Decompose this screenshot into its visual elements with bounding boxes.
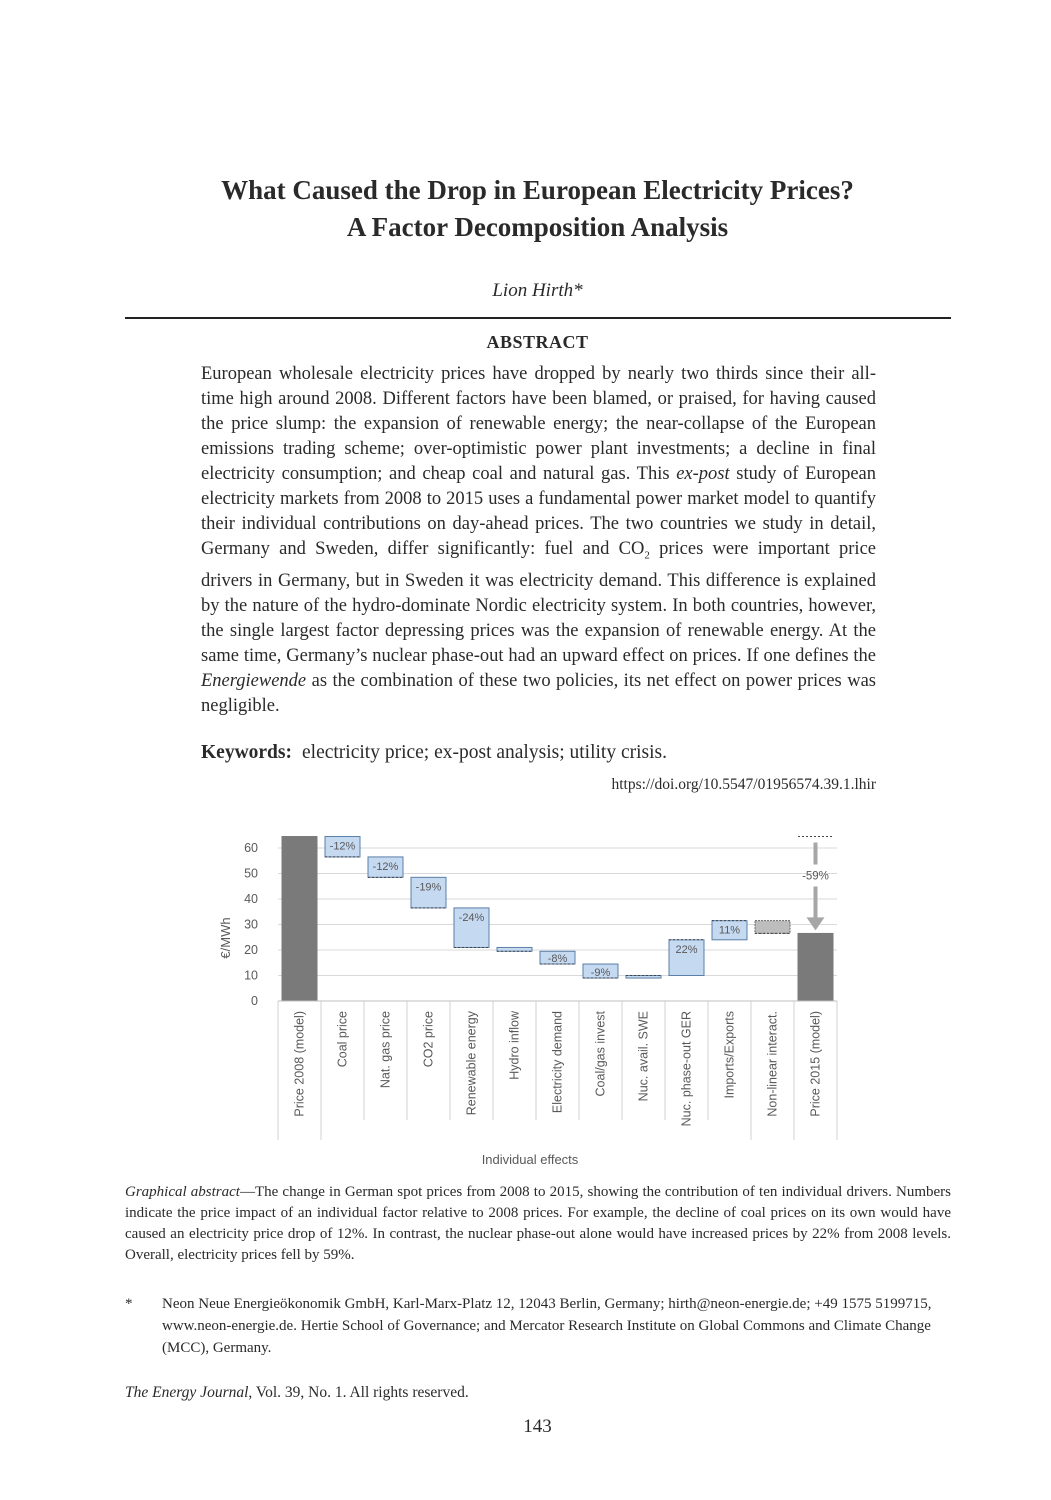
y-axis-label: €/MWh bbox=[218, 917, 233, 959]
footnote-mark: * bbox=[125, 1296, 133, 1312]
caption-text: —The change in German spot prices from 2008 to 2015, showing the contribution of ten individual drivers. Numbers indicate the price impact of an individual factor relative to 2008 prices. For example, the decline of coal prices on its own would have caused an electricity price drop of 12%. In contrast, the nuclear phase-out alone would have increased prices by 22% from 2008 levels. Overall, electricity prices fell by 59%. bbox=[125, 1184, 951, 1263]
data-label: -9% bbox=[590, 967, 611, 980]
bar-13 bbox=[798, 933, 833, 1001]
category-label: Price 2008 (model) bbox=[292, 1011, 307, 1117]
data-label: -8% bbox=[547, 953, 568, 966]
title-line-1: What Caused the Drop in European Electricity Prices? bbox=[221, 175, 854, 205]
category-label: Electricity demand bbox=[550, 1011, 565, 1114]
chart-gridlines bbox=[278, 848, 837, 1001]
title-divider bbox=[125, 317, 951, 319]
caption-lead: Graphical abstract bbox=[125, 1184, 240, 1200]
journal-name: The Energy Journal bbox=[125, 1384, 249, 1401]
y-tick-label: 10 bbox=[244, 968, 258, 983]
category-label: Imports/Exports bbox=[722, 1011, 737, 1099]
x-axis-label: Individual effects bbox=[481, 1152, 579, 1167]
figure-caption bbox=[125, 1182, 951, 1266]
waterfall-chart bbox=[200, 820, 850, 1170]
category-label: Nat. gas price bbox=[378, 1011, 393, 1089]
author-footnote bbox=[125, 1293, 951, 1359]
abstract-ex-post: ex-post bbox=[676, 464, 730, 484]
keywords bbox=[201, 742, 667, 764]
data-label: 11% bbox=[718, 924, 741, 937]
footnote-text: Neon Neue Energieökonomik GmbH, Karl-Marx-Platz 12, 12043 Berlin, Germany; hirth@neon-energie.de; +49 1575 5199715, www.neon-energie.de. Hertie School of Governance; and Mercator Research Institute on Global Commons and Climate Change (MCC), Germany. bbox=[162, 1296, 932, 1356]
bar-6 bbox=[497, 947, 532, 951]
bar-12 bbox=[755, 921, 790, 934]
title-line-2: A Factor Decomposition Analysis bbox=[346, 212, 729, 242]
overall-change-label: -59% bbox=[802, 870, 829, 883]
y-tick-label: 50 bbox=[244, 866, 258, 881]
abstract-energiewende: Energiewende bbox=[201, 670, 307, 691]
y-tick-label: 0 bbox=[251, 994, 258, 1008]
category-label: Hydro inflow bbox=[507, 1011, 522, 1080]
paper-title bbox=[0, 172, 1051, 246]
data-label: 22% bbox=[675, 943, 698, 956]
category-label: Renewable energy bbox=[464, 1011, 479, 1116]
journal-details: , Vol. 39, No. 1. All rights reserved. bbox=[248, 1384, 469, 1401]
abstract-part-1: European wholesale electricity prices have dropped by nearly two thirds since their all-time high around 2008. Different factors have been blamed, or praised, for having caused the price slump: the expansion of renewable energy; the near-collapse of the European emissions trading scheme; over-optimistic power plant investments; a decline in final electricity consumption; and cheap coal and natural gas. This bbox=[201, 364, 876, 484]
category-label: Price 2015 (model) bbox=[808, 1011, 823, 1117]
abstract-part-4: as the combination of these two policies, its net effect on power prices was negligible. bbox=[201, 670, 876, 716]
category-label: Coal price bbox=[335, 1011, 350, 1068]
y-tick-label: 20 bbox=[244, 943, 258, 957]
abstract-co2-subscript: 2 bbox=[644, 549, 650, 562]
abstract-body bbox=[201, 362, 876, 719]
y-axis-ticks bbox=[244, 841, 258, 1008]
y-tick-label: 60 bbox=[244, 841, 258, 855]
data-label: -24% bbox=[458, 911, 485, 924]
abstract-part-3: prices were important price drivers in Germany, but in Sweden it was electricity demand. This difference is explained by the nature of the hydro-dominate Nordic electricity system. In both countries, however, the single largest factor depressing prices was the expansion of renewable energy. At the same time, Germany’s nuclear phase-out had an upward effect on prices. If one defines the bbox=[201, 539, 876, 666]
abstract-heading: ABSTRACT bbox=[486, 332, 589, 352]
data-label: -19% bbox=[415, 881, 442, 894]
journal-info bbox=[125, 1384, 469, 1402]
x-axis-category-labels bbox=[293, 1010, 823, 1126]
category-label: Nuc. avail. SWE bbox=[636, 1011, 651, 1102]
page-number: 143 bbox=[523, 1416, 552, 1437]
y-tick-label: 30 bbox=[244, 917, 258, 932]
category-label: Nuc. phase-out GER bbox=[679, 1011, 694, 1127]
category-label: Non-linear interact. bbox=[765, 1011, 780, 1117]
bar-1 bbox=[282, 837, 317, 1001]
y-tick-label: 40 bbox=[244, 892, 258, 906]
chart-bars bbox=[282, 837, 833, 1001]
overall-change-arrow bbox=[798, 837, 833, 931]
arrow-head bbox=[807, 917, 825, 930]
data-label: -12% bbox=[372, 860, 399, 873]
data-label: -12% bbox=[329, 840, 356, 853]
author-name: Lion Hirth* bbox=[492, 280, 583, 301]
keywords-text: electricity price; ex-post analysis; utility crisis. bbox=[302, 742, 667, 763]
category-label: CO2 price bbox=[421, 1011, 436, 1068]
doi-link[interactable]: https://doi.org/10.5547/01956574.39.1.lhir bbox=[611, 776, 876, 793]
category-label: Coal/gas invest bbox=[593, 1011, 608, 1097]
keywords-label: Keywords: bbox=[201, 742, 292, 763]
abstract-part-2: study of European electricity markets from 2008 to 2015 uses a fundamental power market model to quantify their individual contributions on day-ahead prices. The two countries we study in detail, Germany and Sweden, differ significantly: fuel and CO bbox=[201, 464, 877, 559]
